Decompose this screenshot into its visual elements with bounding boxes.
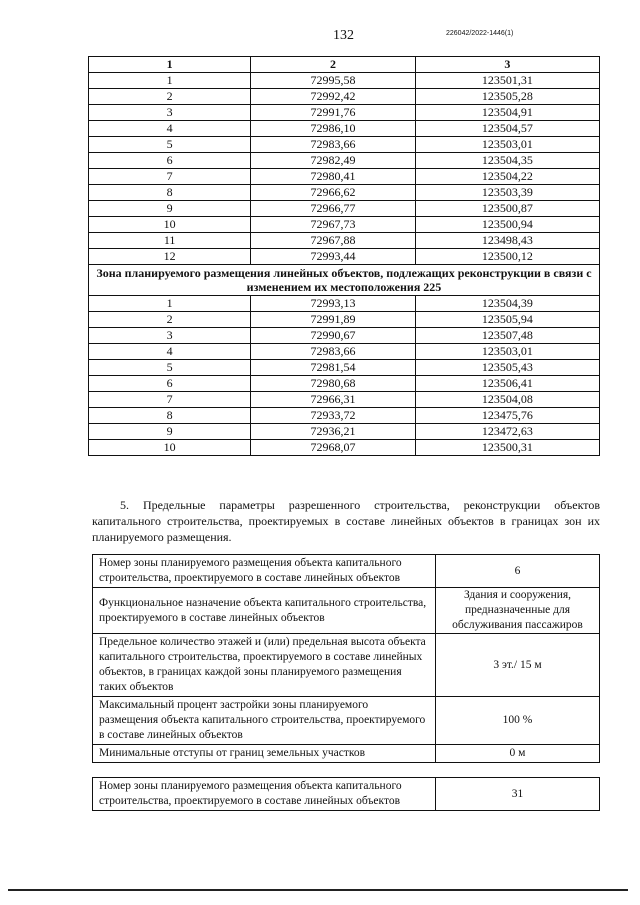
point-number: 1	[89, 73, 251, 89]
table-row	[89, 408, 600, 424]
table-row	[89, 312, 600, 328]
zone-title: Зона планируемого размещения линейных объектов, подлежащих реконструкции в связи с изменением их местоположения 225	[89, 265, 600, 296]
table-row	[89, 137, 600, 153]
x-coordinate: 72966,77	[251, 201, 415, 217]
x-coordinate: 72982,49	[251, 153, 415, 169]
x-coordinate: 72933,72	[251, 408, 415, 424]
parameter-label: Номер зоны планируемого размещения объекта капитального строительства, проектируемого в составе линейных объектов	[93, 778, 436, 811]
x-coordinate: 72986,10	[251, 121, 415, 137]
y-coordinate: 123505,94	[415, 312, 599, 328]
y-coordinate: 123500,94	[415, 217, 599, 233]
parameter-row	[93, 778, 600, 811]
parameter-value: 3 эт./ 15 м	[436, 634, 600, 697]
x-coordinate: 72983,66	[251, 344, 415, 360]
table-row	[89, 185, 600, 201]
point-number: 12	[89, 249, 251, 265]
x-coordinate: 72993,13	[251, 296, 415, 312]
parameter-label: Предельное количество этажей и (или) предельная высота объекта капитального строительства, проектируемого в составе линейных объектов, в границах каждой зоны планируемого размещения таких объектов	[93, 634, 436, 697]
table-row	[89, 296, 600, 312]
point-number: 10	[89, 440, 251, 456]
x-coordinate: 72967,73	[251, 217, 415, 233]
x-coordinate: 72991,76	[251, 105, 415, 121]
point-number: 7	[89, 169, 251, 185]
point-number: 1	[89, 296, 251, 312]
y-coordinate: 123506,41	[415, 376, 599, 392]
y-coordinate: 123501,31	[415, 73, 599, 89]
table-row	[89, 392, 600, 408]
parameter-label: Функциональное назначение объекта капитального строительства, проектируемого в составе линейных объектов	[93, 588, 436, 634]
parameter-label: Минимальные отступы от границ земельных участков	[93, 745, 436, 763]
column-header: 2	[251, 57, 415, 73]
point-number: 8	[89, 185, 251, 201]
y-coordinate: 123504,22	[415, 169, 599, 185]
page-bottom-divider	[8, 889, 628, 891]
table-row	[89, 376, 600, 392]
point-number: 7	[89, 392, 251, 408]
x-coordinate: 72980,68	[251, 376, 415, 392]
point-number: 2	[89, 312, 251, 328]
y-coordinate: 123504,91	[415, 105, 599, 121]
x-coordinate: 72966,31	[251, 392, 415, 408]
zone-title-row	[89, 265, 600, 296]
x-coordinate: 72981,54	[251, 360, 415, 376]
parameter-value: 31	[436, 778, 600, 811]
parameter-row	[93, 634, 600, 697]
y-coordinate: 123504,35	[415, 153, 599, 169]
x-coordinate: 72990,67	[251, 328, 415, 344]
parameter-label: Номер зоны планируемого размещения объекта капитального строительства, проектируемого в составе линейных объектов	[93, 555, 436, 588]
point-number: 3	[89, 105, 251, 121]
point-number: 6	[89, 153, 251, 169]
table-row	[89, 201, 600, 217]
y-coordinate: 123500,31	[415, 440, 599, 456]
y-coordinate: 123505,43	[415, 360, 599, 376]
x-coordinate: 72993,44	[251, 249, 415, 265]
x-coordinate: 72992,42	[251, 89, 415, 105]
y-coordinate: 123500,87	[415, 201, 599, 217]
point-number: 9	[89, 201, 251, 217]
point-number: 6	[89, 376, 251, 392]
y-coordinate: 123504,39	[415, 296, 599, 312]
column-header: 1	[89, 57, 251, 73]
parameter-value: 0 м	[436, 745, 600, 763]
y-coordinate: 123503,01	[415, 344, 599, 360]
section-paragraph: 5. Предельные параметры разрешенного строительства, реконструкции объектов капитального строительства, проектируемых в составе линейных объектов в границах зон их планируемого размещения.	[92, 498, 600, 544]
parameter-row	[93, 697, 600, 745]
y-coordinate: 123505,28	[415, 89, 599, 105]
y-coordinate: 123504,57	[415, 121, 599, 137]
table-row	[89, 73, 600, 89]
table-row	[89, 249, 600, 265]
table-row	[89, 360, 600, 376]
page-number: 132	[333, 28, 354, 43]
point-number: 5	[89, 360, 251, 376]
table-row	[89, 105, 600, 121]
parameter-label: Максимальный процент застройки зоны планируемого размещения объекта капитального строительства, проектируемого в составе линейных объектов	[93, 697, 436, 745]
table-row	[89, 344, 600, 360]
point-number: 4	[89, 344, 251, 360]
y-coordinate: 123507,48	[415, 328, 599, 344]
x-coordinate: 72968,07	[251, 440, 415, 456]
coordinates-table	[88, 56, 600, 456]
x-coordinate: 72980,41	[251, 169, 415, 185]
point-number: 5	[89, 137, 251, 153]
x-coordinate: 72967,88	[251, 233, 415, 249]
x-coordinate: 72991,89	[251, 312, 415, 328]
point-number: 10	[89, 217, 251, 233]
y-coordinate: 123504,08	[415, 392, 599, 408]
y-coordinate: 123472,63	[415, 424, 599, 440]
table-row	[89, 328, 600, 344]
x-coordinate: 72995,58	[251, 73, 415, 89]
x-coordinate: 72936,21	[251, 424, 415, 440]
point-number: 4	[89, 121, 251, 137]
parameters-table-zone-31	[92, 777, 600, 811]
table-row	[89, 233, 600, 249]
table-row	[89, 153, 600, 169]
table-row	[89, 121, 600, 137]
parameters-table-zone-6	[92, 554, 600, 763]
parameter-value: 6	[436, 555, 600, 588]
point-number: 2	[89, 89, 251, 105]
table-row	[89, 424, 600, 440]
y-coordinate: 123503,01	[415, 137, 599, 153]
point-number: 3	[89, 328, 251, 344]
point-number: 9	[89, 424, 251, 440]
y-coordinate: 123475,76	[415, 408, 599, 424]
document-id: 226042/2022-1446(1)	[446, 30, 514, 37]
table-row	[89, 89, 600, 105]
point-number: 11	[89, 233, 251, 249]
x-coordinate: 72983,66	[251, 137, 415, 153]
table-row	[89, 217, 600, 233]
table-header-row	[89, 57, 600, 73]
parameter-value: Здания и сооружения, предназначенные для обслуживания пассажиров	[436, 588, 600, 634]
y-coordinate: 123498,43	[415, 233, 599, 249]
y-coordinate: 123503,39	[415, 185, 599, 201]
parameter-row	[93, 588, 600, 634]
parameter-row	[93, 745, 600, 763]
parameter-value: 100 %	[436, 697, 600, 745]
x-coordinate: 72966,62	[251, 185, 415, 201]
table-row	[89, 440, 600, 456]
column-header: 3	[415, 57, 599, 73]
point-number: 8	[89, 408, 251, 424]
table-row	[89, 169, 600, 185]
y-coordinate: 123500,12	[415, 249, 599, 265]
parameter-row	[93, 555, 600, 588]
